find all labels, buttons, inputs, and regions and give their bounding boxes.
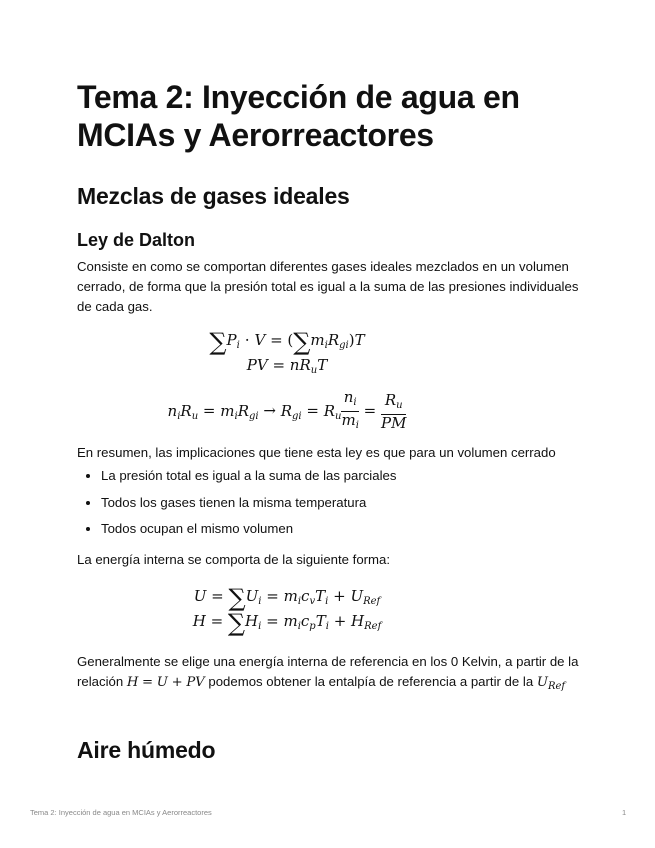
reference-text-part2: podemos obtener la entalpía de referencia a partir de la: [208, 674, 534, 689]
intro-paragraph: Consiste en como se comportan diferentes gases ideales mezclados en un volumen cerrado, de forma que la presión total es igual a la suma de las presiones individuales de cada gas.: [77, 259, 579, 314]
equation-enthalpy: $H = \sum H_i = m_ic_pT_i + H_{Ref}$: [192, 609, 382, 637]
subsection-heading-dalton: Ley de Dalton: [77, 230, 196, 250]
list-item: • Todos ocupan el mismo volumen: [101, 519, 396, 539]
document-title: Tema 2: Inyección de agua en MCIAs y Aerorreactores: [77, 79, 520, 153]
equation-ideal-gas: PV = $nR_uT$: [246, 356, 328, 376]
reference-text-part1: Generalmente se elige una energía interna de referencia en los 0 Kelvin, a partir de la relación: [77, 654, 579, 689]
equation-internal-energy: $U = \sum U_i = m_ic_vT_i + U_{Ref}$: [193, 584, 381, 612]
u-ref-symbol: $U_{Ref}$: [536, 675, 566, 692]
list-item: • La presión total es igual a la suma de las parciales: [101, 466, 396, 486]
summary-paragraph: En resumen, las implicaciones que tiene esta ley es que para un volumen cerrado: [77, 445, 556, 460]
section-heading-mezclas: Mezclas de gases ideales: [77, 183, 350, 209]
relation-equation: H: [126, 675, 139, 690]
implications-list: [77, 466, 396, 546]
footer-page-number: 1: [622, 808, 627, 817]
energy-intro-paragraph: La energía interna se comporta de la siguiente forma:: [77, 552, 391, 567]
equation-gas-constant: $n_iR_u = m_iR_{gi} \to R_{gi} = R_u$ $\frac{n_i}{m_i}$ = $\frac{R_u}{PM}$: [167, 388, 407, 432]
equation-dalton-sum: $\sum P_i \cdot V = (\sum m_iR_{gi})T$: [209, 328, 365, 356]
footer-title: Tema 2: Inyección de agua en MCIAs y Aerorreactores: [30, 808, 212, 817]
section-heading-aire: Aire húmedo: [77, 737, 216, 763]
list-item: • Todos los gases tienen la misma temperatura: [101, 493, 396, 513]
reference-paragraph: Generalmente se elige una energía interna de referencia en los 0 Kelvin, a partir de la relación H = U + PV podemos obtener la entalpía de referencia a partir de la $U_{Ref}$: [77, 654, 579, 692]
